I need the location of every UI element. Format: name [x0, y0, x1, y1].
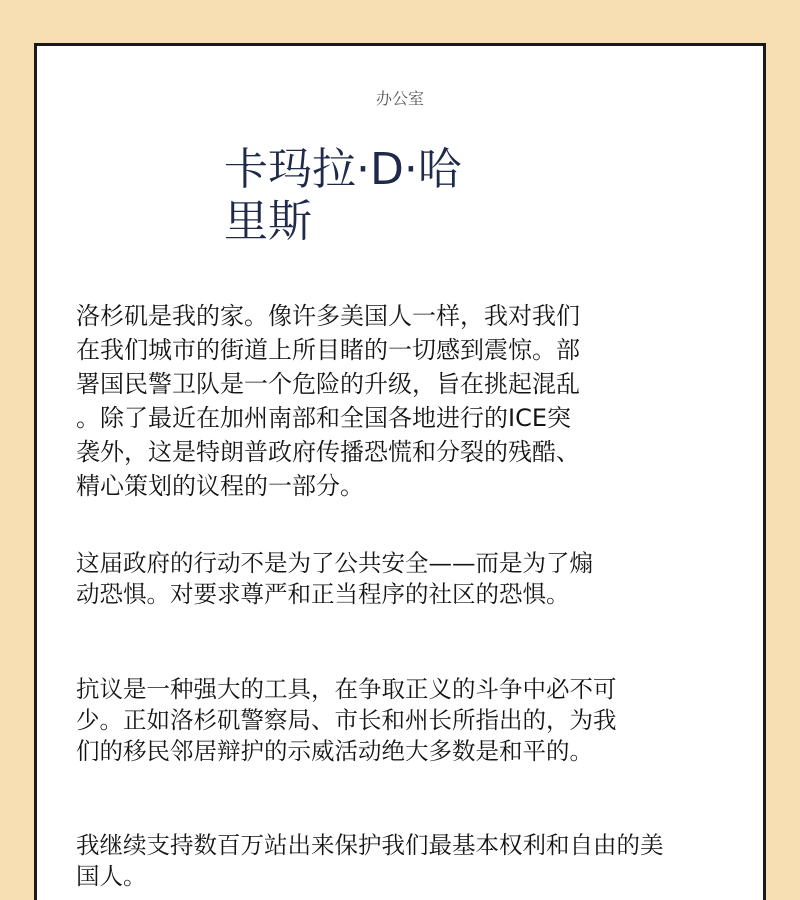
paragraph-2: 这届政府的行动不是为了公共安全——而是为了煽 动恐惧。对要求尊严和正当程序的社区的恐惧。 — [76, 549, 593, 608]
statement-card — [34, 43, 766, 900]
paragraph-4: 我继续支持数百万站出来保护我们最基本权利和自由的美 国人。 — [76, 831, 664, 890]
office-label: 办公室 — [375, 89, 424, 108]
paragraph-3: 抗议是一种强大的工具，在争取正义的斗争中必不可 少。正如洛杉矶警察局、市长和州长所指出的，为我 们的移民邻居辩护的示威活动绝大多数是和平的。 — [76, 675, 617, 765]
author-name: 卡玛拉·D·哈 里斯 — [224, 144, 462, 247]
paragraph-1: 洛杉矶是我的家。像许多美国人一样，我对我们 在我们城市的街道上所目睹的一切感到震惊。部 署国民警卫队是一个危险的升级，旨在挑起混乱 。除了最近在加州南部和全国各地进行的ICE突 袭外，这是特朗普政府传播恐慌和分裂的残酷、 精心策划的议程的一部分。 — [76, 302, 580, 500]
